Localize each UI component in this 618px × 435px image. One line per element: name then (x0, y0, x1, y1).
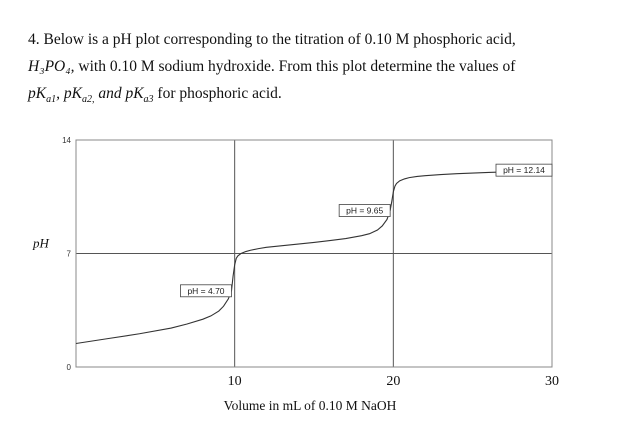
annotations (180, 164, 552, 297)
titration-curve (76, 170, 552, 343)
annotation-label: pH = 12.14 (503, 165, 545, 176)
annotation-label: pH = 4.70 (187, 285, 225, 296)
annotation-label: pH = 9.65 (346, 205, 384, 216)
question-line-1: 4. Below is a pH plot corresponding to the titration of 0.10 M phosphoric acid, (28, 31, 516, 48)
y-tick-label: 7 (66, 249, 71, 259)
grid-lines (76, 140, 552, 367)
pka1-label: $pK_{a1}$ (28, 85, 57, 106)
x-tick-label: 20 (386, 374, 401, 389)
y-tick-label: 14 (62, 136, 71, 145)
formula-h3po4: H₃PO₄, (28, 58, 75, 75)
y-tick-label: 0 (66, 363, 71, 372)
x-tick-label: 10 (227, 374, 242, 389)
pka3-label: and $pK_{a3}$ (94, 85, 154, 106)
x-tick-label: 30 (545, 374, 559, 389)
question-line-3-text: for phosphoric acid. (153, 85, 282, 102)
axis-ticks (62, 136, 559, 389)
y-axis-label: pH (33, 235, 49, 251)
question-line-2-text: with 0.10 M sodium hydroxide. From this plot determine the values of (74, 58, 516, 75)
pka2-label: , $pK_{a2,}$ (56, 85, 95, 106)
x-axis-label: Volume in mL of 0.10 M NaOH (223, 398, 397, 413)
